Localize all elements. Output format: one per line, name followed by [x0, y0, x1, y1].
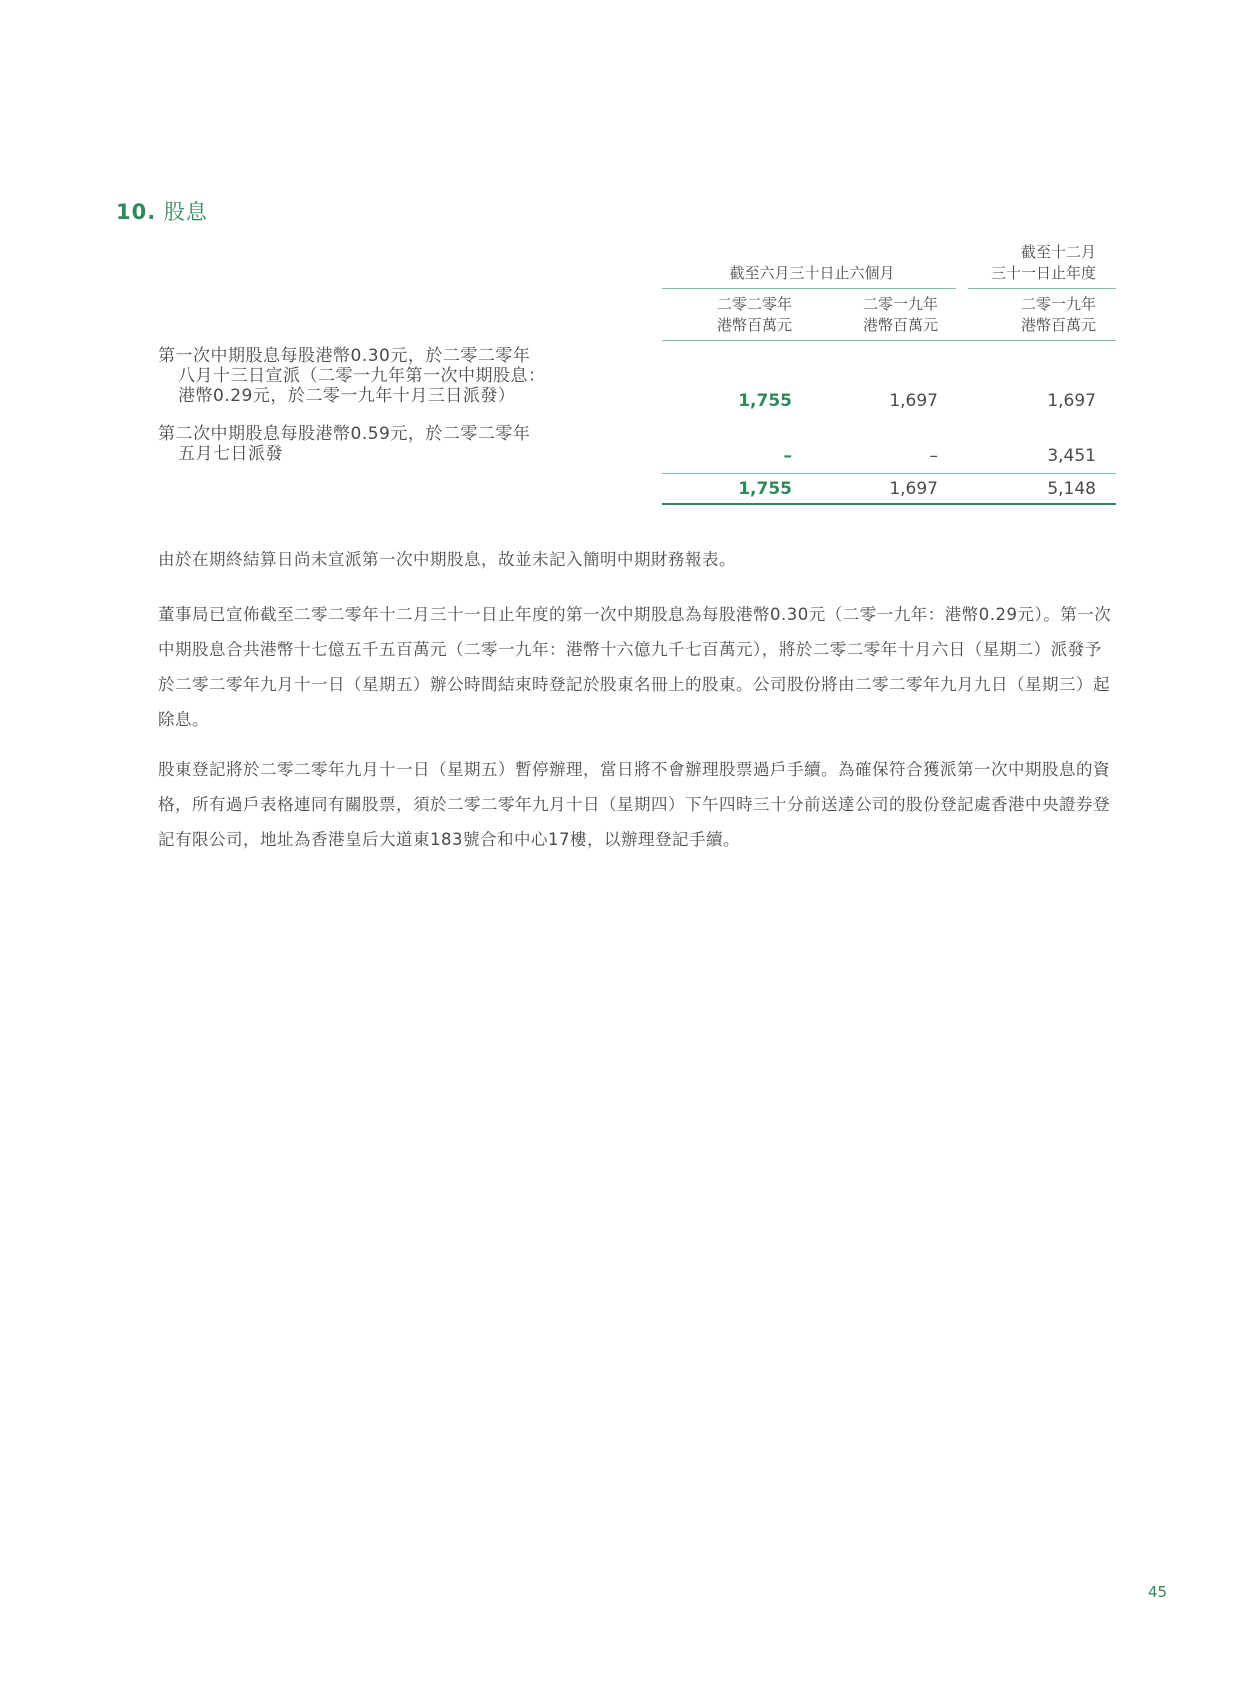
row2-value-2019: –: [929, 446, 938, 466]
row2-value-year-2019: 3,451: [1047, 446, 1096, 466]
row1-value-2020: 1,755: [738, 391, 792, 411]
row2-label-line2: 五月七日派發: [178, 444, 283, 464]
section-heading: [116, 196, 208, 226]
col2-year: 二零一九年: [862, 295, 938, 313]
col3-unit: 港幣百萬元: [1020, 316, 1096, 334]
col1-unit: 港幣百萬元: [716, 316, 792, 334]
paragraph-dividend-declaration: 董事局已宣佈截至二零二零年十二月三十一日止年度的第一次中期股息為每股港幣0.30元（二零一九年：港幣0.29元）。第一次中期股息合共港幣十七億五千五百萬元（二零一九年：港幣十六億九千七百萬元），將於二零二零年十月六日（星期二）派發予於二零二零年九月十一日（星期五）辦公時間結束時登記於股東名冊上的股東。公司股份將由二零二零年九月九日（星期三）起除息。: [158, 605, 1112, 729]
page-number: 45: [1148, 1583, 1168, 1601]
section-title: 股息: [163, 200, 208, 224]
header-bottom-rule: [662, 340, 1116, 341]
col2-unit: 港幣百萬元: [862, 316, 938, 334]
header-rule-year: [968, 288, 1116, 289]
row1-label-line2: 八月十三日宣派（二零一九年第一次中期股息：: [178, 366, 546, 386]
row1-label-line3: 港幣0.29元，於二零一九年十月三日派發）: [178, 386, 516, 406]
group-header-year-line1: 截至十二月: [1020, 243, 1096, 261]
row1-value-year-2019: 1,697: [1047, 391, 1096, 411]
col1-year: 二零二零年: [716, 295, 792, 313]
total-rule: [662, 503, 1116, 505]
header-rule-six-months: [662, 288, 956, 289]
row2-label-line1: 第二次中期股息每股港幣0.59元，於二零二零年: [158, 424, 531, 444]
row1-value-2019: 1,697: [889, 391, 938, 411]
total-2020: 1,755: [738, 479, 792, 499]
group-header-six-months: 截至六月三十日止六個月: [729, 264, 895, 282]
paragraph-register-closure: 股東登記將於二零二零年九月十一日（星期五）暫停辦理，當日將不會辦理股票過戶手續。為確保符合獲派第一次中期股息的資格，所有過戶表格連同有關股票，須於二零二零年九月十日（星期四）下午四時三十分前送達公司的股份登記處香港中央證券登記有限公司，地址為香港皇后大道東183號合和中心17樓，以辦理登記手續。: [158, 760, 1110, 849]
total-year-2019: 5,148: [1047, 479, 1096, 499]
row1-label-line1: 第一次中期股息每股港幣0.30元，於二零二零年: [158, 346, 531, 366]
group-header-year-line2: 三十一日止年度: [990, 264, 1096, 282]
subtotal-rule: [662, 473, 1116, 474]
total-2019: 1,697: [889, 479, 938, 499]
col3-year: 二零一九年: [1020, 295, 1096, 313]
table-row-label: [158, 424, 530, 464]
table-row-label: [158, 346, 546, 406]
section-number: 10.: [116, 200, 157, 224]
paragraph-note: 由於在期終結算日尚未宣派第一次中期股息，故並未記入簡明中期財務報表。: [158, 550, 736, 569]
row2-value-2020: –: [783, 446, 792, 466]
